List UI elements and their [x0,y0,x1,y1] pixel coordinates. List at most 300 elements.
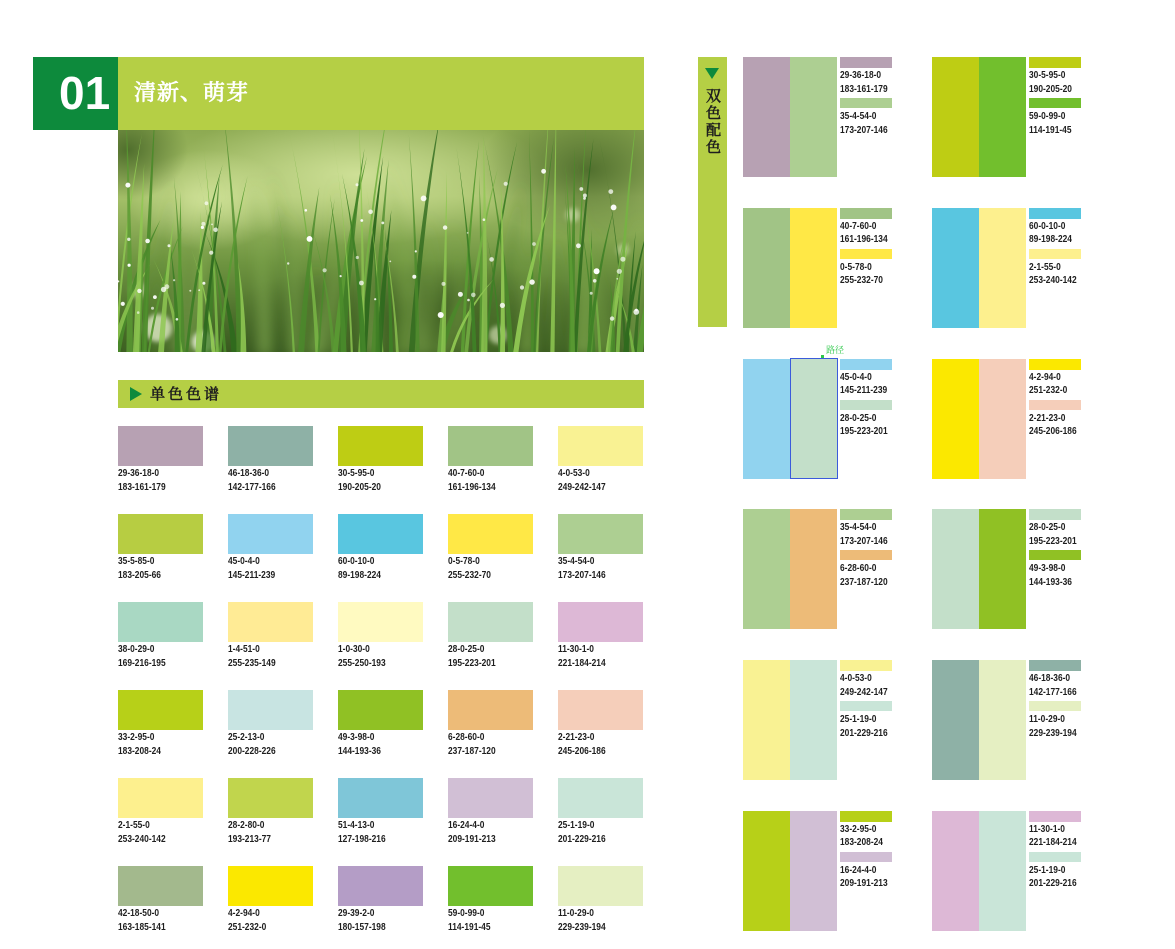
rgb-label: 245-206-186 [558,745,606,757]
combo-color-block [979,359,1026,479]
rgb-label: 144-193-36 [338,745,381,757]
swatch-card [228,866,313,934]
rgb-label: 89-198-224 [1029,233,1072,246]
color-swatch [558,426,643,466]
combo-color-block [932,57,979,177]
dew-drop [442,282,446,286]
rgb-label: 114-191-45 [448,921,491,933]
combo-color-block [743,660,790,780]
swatch-card [448,426,533,494]
dew-drop [616,278,618,280]
dew-drop [137,289,141,293]
mini-swatch [1029,359,1081,370]
swatch-card [448,514,533,582]
cmyk-label: 1-0-30-0 [338,643,370,655]
dew-drop [168,244,171,247]
rgb-label: 255-250-193 [338,657,386,669]
cmyk-label: 35-4-54-0 [840,521,877,534]
combo-labels [1029,57,1081,177]
color-swatch [558,514,643,554]
color-swatch [338,778,423,818]
title-bar [118,57,644,130]
combo-labels [840,509,892,629]
rgb-label: 183-208-24 [840,836,883,849]
mini-swatch [840,660,892,671]
rgb-label: 161-196-134 [448,481,496,493]
combo-color-block [790,811,837,931]
cmyk-label: 51-4-13-0 [338,819,375,831]
swatch-card [118,426,203,494]
cmyk-label: 45-0-4-0 [228,555,260,567]
rgb-label: 229-239-194 [1029,726,1077,739]
swatch-card [558,602,643,670]
chapter-number: 01 [33,57,118,130]
cmyk-label: 59-0-99-0 [1029,110,1066,122]
mini-swatch [1029,208,1081,219]
dew-drop [633,309,639,315]
dew-drop [529,279,534,284]
swatch-card [118,778,203,846]
rgb-label: 190-205-20 [338,481,381,493]
dew-drop [145,239,150,244]
cmyk-label: 59-0-99-0 [448,907,485,919]
combo-color-block [979,208,1026,328]
cmyk-label: 40-7-60-0 [448,467,485,479]
rgb-label: 221-184-214 [558,657,606,669]
swatch-card [448,602,533,670]
dew-drop [593,279,597,283]
rgb-label: 145-211-239 [840,384,888,397]
cmyk-label: 28-2-80-0 [228,819,265,831]
rgb-label: 229-239-194 [558,921,606,933]
cmyk-label: 2-21-23-0 [1029,411,1066,424]
combo-color-block [979,811,1026,931]
dew-drop [438,312,444,318]
cmyk-label: 16-24-4-0 [840,863,877,876]
dew-drop [617,269,622,274]
dew-drop [594,268,600,274]
dew-drop [368,210,373,215]
dew-drop [359,281,364,286]
mini-swatch [840,852,892,862]
dew-drop [608,189,613,194]
rgb-label: 245-206-186 [1029,425,1077,438]
cmyk-label: 35-5-85-0 [118,555,155,567]
color-combo [932,811,1081,931]
color-combo [743,509,892,629]
color-swatch [338,602,423,642]
dew-drop [153,295,157,299]
rgb-label: 144-193-36 [1029,575,1072,588]
rgb-label: 127-198-216 [338,833,386,845]
rgb-label: 255-235-149 [228,657,276,669]
dew-drop [137,311,140,314]
color-combo [743,660,892,780]
dew-drop [287,262,289,264]
mini-swatch [1029,509,1081,520]
color-combo [932,208,1081,328]
rgb-label: 114-191-45 [1029,123,1072,136]
cmyk-label: 35-4-54-0 [558,555,595,567]
combo-color-block [790,57,837,177]
rgb-label: 251-232-0 [228,921,267,933]
cmyk-label: 28-0-25-0 [1029,521,1066,534]
combo-color-text [1029,220,1081,247]
rgb-label: 201-229-216 [1029,877,1077,890]
combo-color-text [840,69,892,96]
dew-drop [128,264,131,267]
dew-drop [620,257,625,262]
dew-drop [151,307,154,310]
swatch-card [228,690,313,758]
dew-drop [125,183,130,188]
combo-color-text [1029,562,1081,589]
combo-color-block [743,359,790,479]
dew-drop [121,302,125,306]
color-swatch [448,514,533,554]
combo-color-text [1029,69,1081,96]
color-swatch [118,778,203,818]
combo-color-block [932,359,979,479]
dew-drop [176,318,179,321]
cmyk-label: 25-1-19-0 [840,713,877,726]
mini-swatch [840,550,892,560]
page-title: 清新、萌芽 [134,81,250,106]
combo-labels [1029,811,1081,931]
cmyk-label: 11-0-29-0 [1029,713,1065,726]
dew-drop [356,183,359,186]
combo-color-text [840,220,892,247]
cmyk-label: 4-2-94-0 [1029,370,1061,383]
combo-color-block [932,208,979,328]
rgb-label: 183-205-66 [118,569,161,581]
rgb-label: 209-191-213 [840,877,888,890]
mini-swatch [840,57,892,68]
combo-color-text [1029,672,1081,699]
dew-drop [374,298,376,300]
rgb-label: 209-191-213 [448,833,496,845]
dew-drop [305,209,308,212]
cmyk-label: 29-36-18-0 [840,69,882,81]
cmyk-label: 28-0-25-0 [448,643,485,655]
rgb-label: 249-242-147 [840,685,888,698]
rgb-label: 142-177-166 [228,481,276,493]
cmyk-label: 28-0-25-0 [840,411,877,424]
combo-color-text [1029,521,1081,548]
dew-drop [201,226,204,229]
dew-drop [489,257,494,262]
grass-photo-image [118,130,644,352]
cmyk-label: 46-18-36-0 [1029,672,1071,685]
mini-swatch [1029,852,1081,862]
combo-color-block [932,811,979,931]
selection-outline [790,358,838,479]
swatch-card [118,866,203,934]
mini-swatch [1029,57,1081,68]
cmyk-label: 25-1-19-0 [558,819,595,831]
cmyk-label: 1-4-51-0 [228,643,260,655]
mini-swatch [1029,550,1081,560]
combo-color-text [1029,110,1081,137]
cmyk-label: 6-28-60-0 [840,562,877,575]
cmyk-label: 16-24-4-0 [448,819,485,831]
dew-drop [467,232,469,234]
combo-color-text [1029,261,1081,288]
path-anchor-point [821,355,824,358]
color-swatch [228,778,313,818]
cmyk-label: 33-2-95-0 [118,731,155,743]
mini-swatch [840,509,892,520]
cmyk-label: 4-0-53-0 [558,467,590,479]
cmyk-label: 2-1-55-0 [1029,260,1061,273]
dew-drop [189,290,191,292]
swatch-card [448,690,533,758]
rgb-label: 195-223-201 [448,657,496,669]
combo-color-text [1029,823,1081,850]
combo-labels [840,811,892,931]
single-color-swatch-grid [118,426,643,934]
cmyk-label: 11-30-1-0 [558,643,594,655]
cmyk-label: 46-18-36-0 [228,467,270,479]
dew-drop [202,282,205,285]
color-swatch [448,866,533,906]
cmyk-label: 6-28-60-0 [448,731,485,743]
swatch-card [338,602,423,670]
rgb-label: 251-232-0 [1029,384,1068,397]
cmyk-label: 30-5-95-0 [338,467,375,479]
dual-color-section-header [698,57,727,327]
combo-color-text [1029,864,1081,891]
dew-drop [205,201,209,205]
path-label: 路径 [826,346,845,356]
swatch-card [118,690,203,758]
combo-color-text [840,261,892,288]
cmyk-label: 49-3-98-0 [338,731,375,743]
dew-drop [340,275,342,277]
rgb-label: 237-187-120 [448,745,496,757]
cmyk-label: 42-18-50-0 [118,907,160,919]
dew-drop [443,225,447,229]
color-swatch [448,602,533,642]
rgb-label: 253-240-142 [1029,274,1077,287]
combo-color-block [743,57,790,177]
mini-swatch [840,208,892,219]
color-swatch [448,690,533,730]
combo-color-text [840,672,892,699]
combo-color-text [840,110,892,137]
color-swatch [338,426,423,466]
mini-swatch [840,249,892,259]
swatch-card [448,866,533,934]
rgb-label: 89-198-224 [338,569,381,581]
cmyk-label: 40-7-60-0 [840,219,877,232]
dew-drop [307,236,313,242]
cmyk-label: 60-0-10-0 [1029,219,1066,232]
rgb-label: 195-223-201 [840,425,888,438]
dew-drop [483,218,486,221]
combo-labels [840,660,892,780]
mini-swatch [840,701,892,711]
color-combo [932,509,1081,629]
dew-drop [389,261,391,263]
dew-drop [198,289,200,291]
rgb-label: 195-223-201 [1029,534,1077,547]
swatch-card [228,778,313,846]
mini-swatch [840,400,892,410]
dew-drop [412,275,416,279]
color-swatch [558,602,643,642]
dew-drop [532,242,536,246]
cmyk-label: 25-2-13-0 [228,731,265,743]
color-swatch [118,866,203,906]
dual-color-section-title: 双色配色 [704,88,722,156]
rgb-label: 190-205-20 [1029,82,1072,95]
dew-drop [356,256,359,259]
swatch-card [338,866,423,934]
cmyk-label: 0-5-78-0 [448,555,480,567]
combo-color-block [979,660,1026,780]
rgb-label: 193-213-77 [228,833,271,845]
grass-photo [118,130,644,352]
dew-drop [541,169,546,174]
combo-labels [1029,359,1081,479]
color-swatch [338,866,423,906]
dew-drop [421,196,427,202]
dew-drop [211,224,213,226]
rgb-label: 163-185-141 [118,921,166,933]
swatch-card [118,514,203,582]
swatch-card [228,514,313,582]
dew-drop [500,303,505,308]
dew-drop [576,243,581,248]
cmyk-label: 45-0-4-0 [840,370,872,383]
swatch-card [448,778,533,846]
cmyk-label: 2-21-23-0 [558,731,595,743]
rgb-label: 221-184-214 [1029,836,1077,849]
cmyk-label: 30-5-95-0 [1029,69,1066,81]
cmyk-label: 4-2-94-0 [228,907,260,919]
rgb-label: 183-161-179 [118,481,166,493]
swatch-card [338,514,423,582]
color-swatch [228,426,313,466]
combo-color-block [979,509,1026,629]
cmyk-label: 2-1-55-0 [118,819,150,831]
combo-labels [1029,509,1081,629]
mini-swatch [1029,701,1081,711]
rgb-label: 253-240-142 [118,833,166,845]
combo-color-block [790,509,837,629]
bokeh-light [144,314,172,342]
swatch-card [118,602,203,670]
rgb-label: 145-211-239 [228,569,276,581]
dew-drop [610,316,614,320]
rgb-label: 255-232-70 [448,569,491,581]
cmyk-label: 38-0-29-0 [118,643,155,655]
combo-color-text [1029,713,1081,740]
combo-color-block [743,509,790,629]
swatch-card [558,426,643,494]
triangle-down-icon [705,68,719,79]
mini-swatch [1029,249,1081,259]
dew-drop [520,285,524,289]
combo-color-block [790,208,837,328]
dew-drop [590,292,593,295]
dew-drop [360,219,363,222]
color-combo [743,208,892,328]
color-swatch [228,866,313,906]
dew-drop [579,187,583,191]
combo-color-text [840,371,892,398]
swatch-card [558,514,643,582]
dew-drop [467,299,470,302]
rgb-label: 183-161-179 [840,82,888,95]
rgb-label: 201-229-216 [558,833,606,845]
color-swatch [118,602,203,642]
combo-color-block [932,509,979,629]
single-color-section-title: 单色色谱 [150,385,223,403]
combo-labels [840,359,892,479]
mini-swatch [840,98,892,108]
swatch-card [338,426,423,494]
cmyk-label: 4-0-53-0 [840,672,872,685]
combo-color-text [840,713,892,740]
single-color-section-header [118,380,644,408]
dew-drop [471,293,476,298]
color-combo [743,811,892,931]
swatch-card [228,426,313,494]
cmyk-label: 11-0-29-0 [558,907,594,919]
color-swatch [558,690,643,730]
color-combo [932,359,1081,479]
swatch-card [338,778,423,846]
dew-drop [209,251,213,255]
rgb-label: 142-177-166 [1029,685,1077,698]
cmyk-label: 33-2-95-0 [840,822,877,835]
combo-color-block [743,208,790,328]
rgb-label: 180-157-198 [338,921,386,933]
combo-color-text [840,823,892,850]
combo-labels [1029,208,1081,328]
combo-color-text [1029,412,1081,439]
rgb-label: 201-229-216 [840,726,888,739]
color-swatch [558,866,643,906]
color-combo [743,57,892,177]
combo-color-text [840,562,892,589]
rgb-label: 255-232-70 [840,274,883,287]
swatch-card [558,690,643,758]
dew-drop [415,250,417,252]
combo-color-text [840,412,892,439]
cmyk-label: 11-30-1-0 [1029,822,1065,835]
rgb-label: 183-208-24 [118,745,161,757]
mini-swatch [840,811,892,822]
color-swatch [558,778,643,818]
color-swatch [228,602,313,642]
combo-color-text [840,864,892,891]
color-swatch [448,778,533,818]
swatch-card [338,690,423,758]
rgb-label: 173-207-146 [840,534,888,547]
dew-drop [583,197,586,200]
cmyk-label: 0-5-78-0 [840,260,872,273]
color-swatch [338,690,423,730]
cmyk-label: 25-1-19-0 [1029,863,1066,876]
rgb-label: 200-228-226 [228,745,276,757]
combo-color-text [840,521,892,548]
dew-drop [458,292,463,297]
dew-drop [381,222,384,225]
swatch-card [558,866,643,934]
